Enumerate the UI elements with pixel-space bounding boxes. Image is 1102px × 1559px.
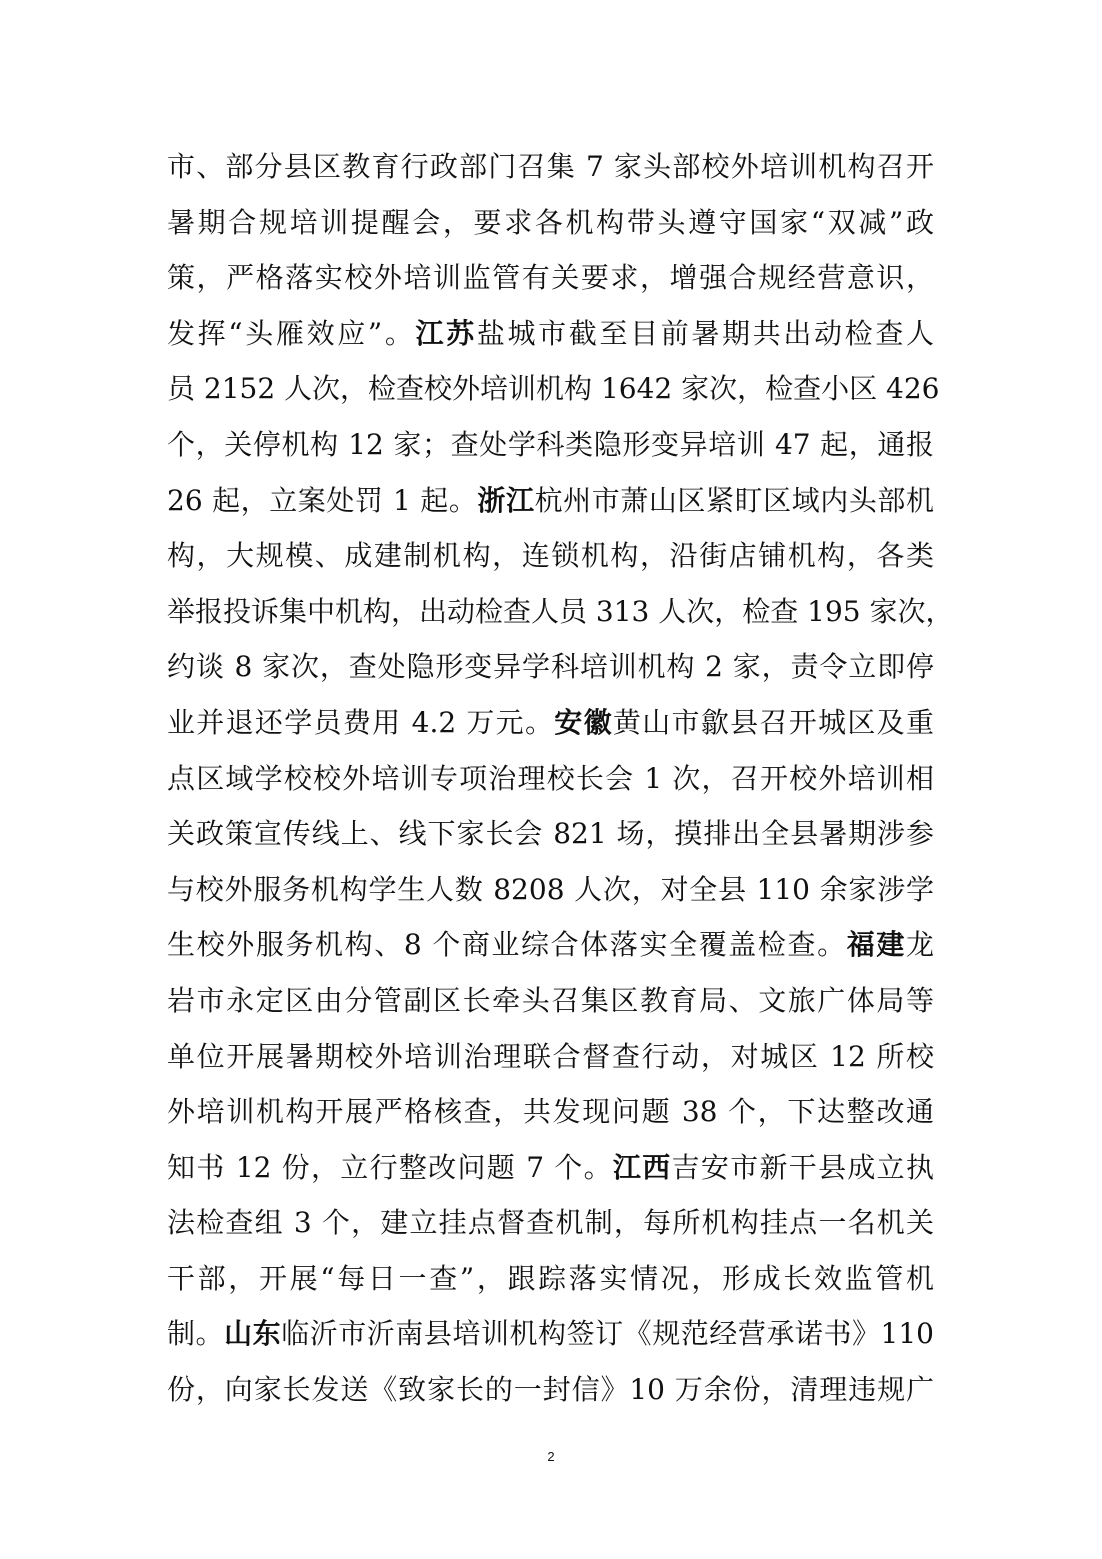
document-body (167, 139, 954, 1418)
text-segment: 干部，开展“每日一查”，跟踪落实情况，形成长效监管机 (167, 1261, 934, 1295)
province-name: 浙江 (477, 483, 535, 517)
text-line (167, 1084, 934, 1140)
text-segment: 龙 (905, 928, 934, 962)
text-segment: 生校外服务机构、8 个商业综合体落实全覆盖检查。 (167, 928, 847, 962)
text-line (167, 473, 934, 529)
text-segment: 构，大规模、成建制机构，连锁机构，沿街店铺机构，各类 (167, 539, 934, 573)
text-line (167, 917, 934, 973)
text-segment: 举报投诉集中机构，出动检查人员 313 人次，检查 195 家次， (167, 594, 954, 628)
text-segment: 临沂市沂南县培训机构签订《规范经营承诺书》110 (281, 1317, 934, 1351)
text-line (167, 584, 954, 640)
page-number: 2 (547, 1449, 555, 1464)
text-line (167, 1362, 934, 1418)
text-line (167, 1306, 934, 1362)
province-name: 江苏 (415, 316, 477, 350)
text-segment: 杭州市萧山区紧盯区域内头部机 (534, 483, 934, 517)
text-segment: 业并退还学员费用 4.2 万元。 (167, 705, 555, 739)
text-segment: 策，严格落实校外培训监管有关要求，增强合规经营意识， (167, 261, 934, 295)
province-name: 福建 (846, 928, 906, 962)
text-segment: 制。 (167, 1317, 225, 1351)
text-segment: 点区域学校校外培训专项治理校长会 1 次，召开校外培训相 (167, 761, 934, 795)
text-segment: 暑期合规培训提醒会，要求各机构带头遵守国家“双减”政 (167, 205, 934, 239)
text-segment: 市、部分县区教育行政部门召集 7 家头部校外培训机构召开 (167, 150, 934, 183)
province-name: 山东 (224, 1317, 282, 1351)
text-line (167, 139, 934, 195)
text-segment: 盐城市截至目前暑期共出动检查人 (476, 316, 934, 350)
text-line (167, 528, 934, 584)
text-line (167, 973, 934, 1029)
text-line (167, 1251, 934, 1307)
text-line (167, 306, 934, 362)
province-name: 安徽 (554, 705, 613, 739)
text-line (167, 695, 934, 751)
text-line (167, 639, 934, 695)
text-segment: 26 起，立案处罚 1 起。 (167, 483, 478, 517)
text-line (167, 361, 940, 417)
province-name: 江西 (612, 1150, 672, 1184)
text-line (167, 862, 934, 918)
text-segment: 单位开展暑期校外培训治理联合督查行动，对城区 12 所校 (167, 1039, 934, 1073)
text-line (167, 417, 934, 473)
text-segment: 与校外服务机构学生人数 8208 人次，对全县 110 余家涉学 (167, 872, 934, 906)
text-line (167, 195, 934, 251)
text-line (167, 250, 934, 306)
text-line (167, 806, 934, 862)
text-segment: 黄山市歙县召开城区及重 (612, 705, 934, 739)
text-line (167, 1140, 934, 1196)
text-segment: 份，向家长发送《致家长的一封信》10 万余份，清理违规广 (167, 1373, 934, 1407)
text-segment: 关政策宣传线上、线下家长会 821 场，摸排出全县暑期涉参 (167, 817, 934, 851)
text-segment: 吉安市新干县成立执 (671, 1150, 934, 1184)
text-segment: 约谈 8 家次，查处隐形变异学科培训机构 2 家，责令立即停 (167, 650, 934, 684)
text-segment: 知书 12 份，立行整改问题 7 个。 (167, 1150, 613, 1184)
text-segment: 个，关停机构 12 家；查处学科类隐形变异培训 47 起，通报 (167, 427, 934, 461)
text-line (167, 1195, 934, 1251)
text-segment: 员 2152 人次，检查校外培训机构 1642 家次，检查小区 426 (167, 372, 940, 406)
text-segment: 外培训机构开展严格核查，共发现问题 38 个，下达整改通 (167, 1095, 934, 1129)
text-line (167, 751, 934, 807)
text-segment: 发挥“头雁效应”。 (167, 316, 416, 350)
text-line (167, 1029, 934, 1085)
text-segment: 岩市永定区由分管副区长牵头召集区教育局、文旅广体局等 (167, 983, 934, 1017)
text-segment: 法检查组 3 个，建立挂点督查机制，每所机构挂点一名机关 (167, 1206, 934, 1240)
